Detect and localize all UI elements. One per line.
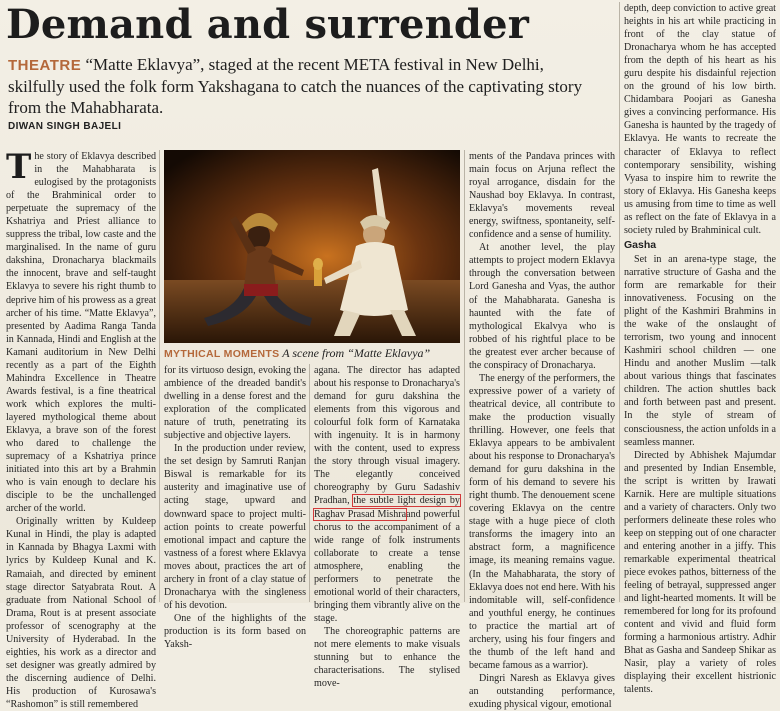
column-5-paragraph-1: Set in an arena-type stage, the narrative structure of Gasha and the form are remarkable for their innovativeness. Focusing on the plight of the Kashmiri Brahmins in the wake of the onslaught of terrorism, two young and innocent Kashmiri school children — one Hindu and another Muslim —talk about various things that fascinates children. The action shuttles back and forth between past and present. In the style of stream of consciousness, the action unfolds in a seamless manner. [624, 253, 776, 448]
column-1-paragraph-1: The story of Eklavya described in the Mahabharata is eulogised by the protagonists of the Brahminical order to perpetuate the supremacy of the Kshatriya and Priest alliance to suppress the tribal, low caste and the marginalised. In the name of guru dakshina, Dronacharya blackmails the innocent, brave and self-taught Eklavya to severe his right thumb to deprive him of his prowess as a great archer of his time. “Matte Eklavya”, presented by Aadima Ranga Tanda in Kannada, Hindi and English at the Kamani auditorium in New Delhi recently as a part of the Eighth Mahindra Excellence in Theatre Awards festival, is a fine theatrical work which explores the multi-layered mythological theme about Eklavya, a brave son of the forest who dared to challenge the supremacy of a Kshatriya prince initiated into this art by a Brahmin who is vain enough to declare his disciple to be the unchallenged archer of the world. [6, 147, 156, 515]
article-column-2 [164, 364, 306, 650]
column-1-paragraph-2: Originally written by Kuldeep Kunal in Hindi, the play is adapted in Kannada by Bhagya Laxmi with lyrics by Kuldeep Kunal and K. Ramaiah, and directed by eminent stage director Satyabrata Rout. A graduate from National School of Drama, Rout is at present associate professor of scenography at the University of Hyderabad. In the eighties, his work as a director and set designer was greatly admired by the discerning audience of Delhi. His production of Kurosawa's “Rashomon” is still remembered [6, 516, 156, 710]
column-3-paragraph-2: The choreographic patterns are not mere elements to make visuals stunning but to enhance the characterisations. The stylised move- [314, 625, 460, 690]
column-2-paragraph-2: In the production under review, the set design by Samruti Ranjan Biswal is remarkable for its austerity and imaginative use of acting stage, upward and downward space to project multi-action points to create powerful emotional impact and capture the vastness of a forest where Eklavya moves about, practices the art of archery in front of a clay statue of Dronacharya with the singleness of his devotion. [164, 443, 306, 611]
column-divider [159, 150, 160, 602]
column-divider [619, 2, 620, 602]
column-3-paragraph-1: agana. The director has adapted about his response to Dronacharya's demand for guru dakshina the elements from this vigorous and colourful folk form of Karnataka with ingenuity. It is in harmony with the content, used to express the story through visual imagery. The elegantly conceived choreography by Guru Sadashiv Pradhan, the subtle light design by Raghav Prasad Mishraand powerful chorus to the accompaniment of a wide range of folk instruments collaborate to create a tense atmosphere, enabling the performers to penetrate the emotional world of their characters, bringing them vibrantly alive on the stage. [314, 365, 460, 624]
article-column-4 [469, 150, 615, 710]
column-4-paragraph-0: ments of the Pandava princes with main focus on Arjuna reflect the royal arrogance, disdain for the Naushad boy Eklavya. In contrast, Eklavya's movements reveal energy, swiftness, spontaneity, self-confidence and a sense of humility. [469, 151, 615, 241]
dek-text: “Matte Eklavya”, staged at the recent META festival in New Delhi, skilfully used the folk form Yakshagana to catch the nuances of the captivating story from the Mahabharata. [8, 55, 583, 117]
column-divider [464, 150, 465, 602]
photo-caption [164, 345, 460, 361]
article-column-3 [314, 364, 460, 690]
section-subhead-gasha: Gasha [624, 238, 657, 251]
column-5-paragraph-2: Directed by Abhishek Majumdar and presented by Indian Ensemble, the script is written by Irawati Karnik. Here are multiple situations and a variety of characters. Only two performers delineate these roles who keep on stepping out of one character and entering another in a jiffy. This remarkable experimental theatrical piece evokes pathos, bitterness of the feeling of betrayal, suppressed anger and light-hearted moments. It will be remembered for long for its profound content and vivid and fluid form forming a harmonious artistry. Adhir Bhat as Gasha and Sandeep Shikar as Nasir, play a variety of roles displaying their excellent histrionic talents. [624, 449, 776, 696]
column-4-paragraph-2: The energy of the performers, the expressive power of a variety of theatrical device, all contribute to make the production visually thrilling. However, one feels that Eklavya appears to be ambivalent about his response to Dronacharya's demand for guru dakshina in the form of his demand to severe his right thumb. The denouement scene covering Eklavya on the centre stage with a huge piece of cloth transforms the imagery into an abstract form, a magnificence image, its meaning remains vague. (In the Mahabharata, the story of Eklavya does not end here. With his indomitable will, self-confidence and youthful energy, he continues to practice the martial art of archery, using his four fingers and the thumb of the left hand and became famous as a warrior). [469, 372, 615, 671]
article-column-1 [6, 147, 156, 710]
article-headline: Demand and surrender [6, 1, 530, 48]
caption-kicker: MYTHICAL MOMENTS [164, 348, 280, 360]
article-dek [8, 54, 600, 118]
article-byline: DIWAN SINGH BAJELI [8, 121, 122, 132]
column-divider [309, 364, 310, 602]
column-5-paragraph-0: depth, deep conviction to active great heights in his art while practicing in front of the clay statue of Dronacharya whom he has accepted from the depth of his heart as his guru despite his disdainful rejection on the ground of his low birth. Chidambara Poojari as Ganesha gives a convincing performance. His Ganesha is haunted by the tragedy of Eklavya. He wants to recreate the character of Eklavya to reflect contemporary sensibility, wishing Vyasa to inspire him to rewrite the story of Eklavya. His Ganesha keeps us amusing from time to time as well as reflect on the fate of Eklavya in a society ruled by Brahminical cult. [624, 3, 776, 236]
column-4-paragraph-3: Dingri Naresh as Eklavya gives an outstanding performance, exuding physical vigour, emotional [469, 672, 615, 710]
article-column-5 [624, 2, 776, 696]
highlighted-phrase: the subtle light design by Raghav Prasad Mishra [314, 495, 460, 520]
column-4-paragraph-1: At another level, the play attempts to project modern Eklavya through the conversation between Lord Ganesha and Vyas, the author of the Mahabharata. Ganesha is haunted with the fate of mythological Ekalvya who is robbed of his rightful place to be the greatest ever archer because of the conspiracy of Dronacharya. [469, 242, 615, 371]
caption-text: A scene from “Matte Eklavya” [282, 346, 431, 360]
article-photo [164, 150, 460, 343]
column-2-paragraph-3: One of the highlights of the production is its form based on Yaksh- [164, 612, 306, 650]
drop-cap: T [6, 147, 32, 187]
column-2-paragraph-1: for its virtuoso design, evoking the ambience of the dreaded bandit's dwelling in a dense forest and the exploration of the complicated nature of truth, penetrating its subjective and objective layers. [164, 365, 306, 442]
dek-kicker: THEATRE [8, 57, 82, 74]
bleed-through-texture [317, 65, 458, 127]
stage-performance-image [164, 150, 460, 343]
